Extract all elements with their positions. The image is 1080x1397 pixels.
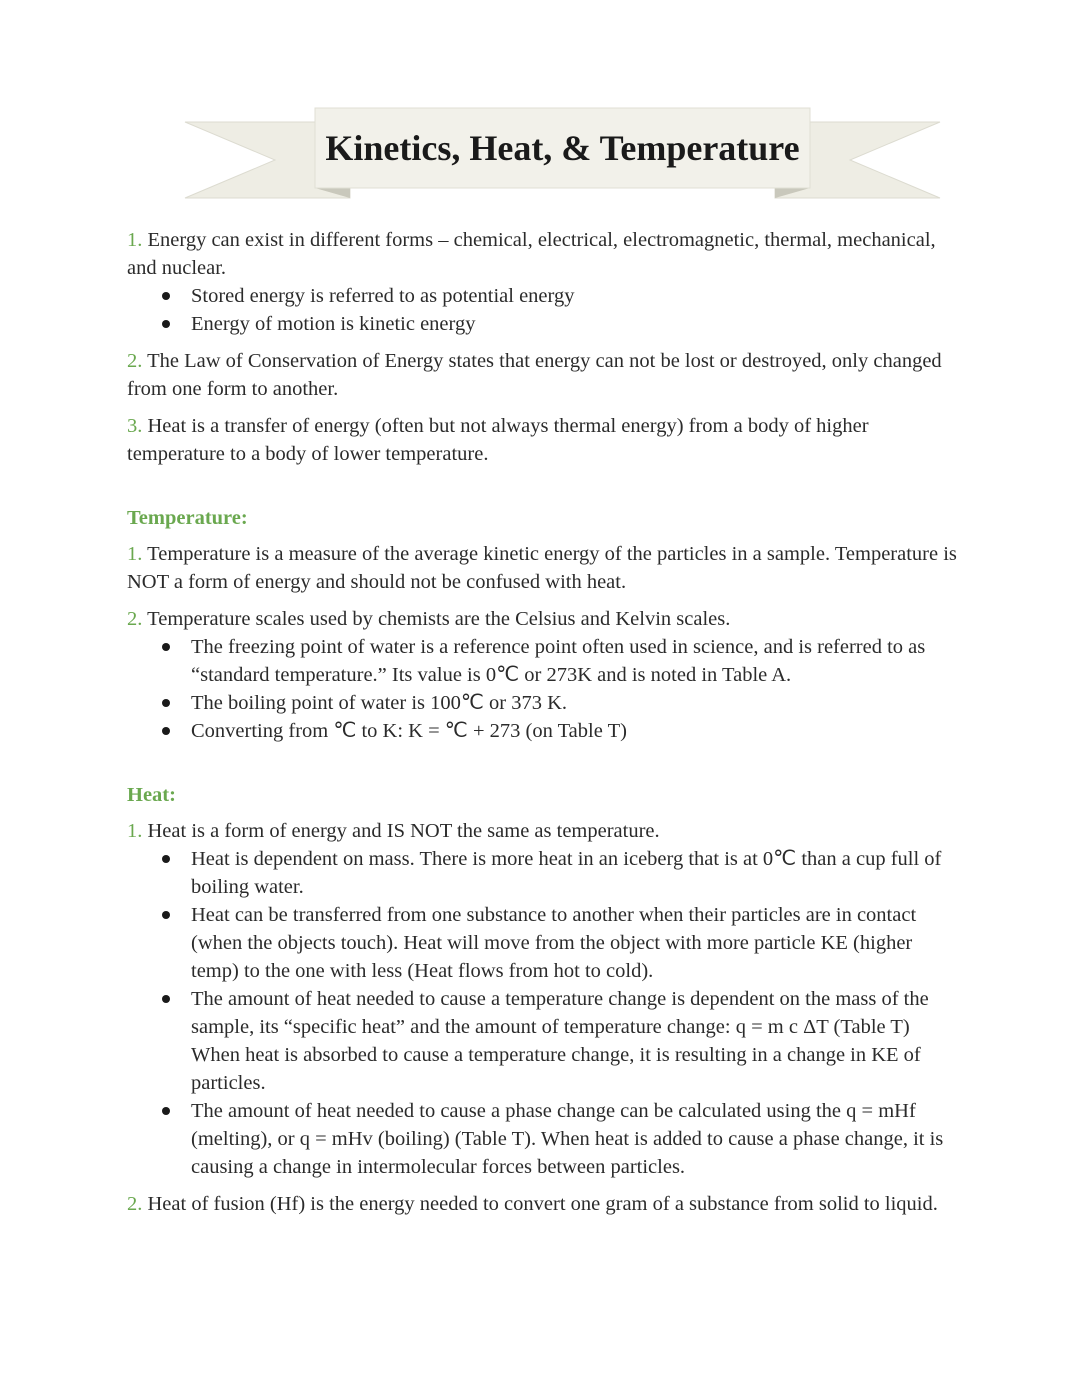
heat-heading: Heat: bbox=[127, 784, 176, 806]
page-title: Kinetics, Heat, & Temperature bbox=[325, 128, 800, 168]
bullet-list bbox=[127, 633, 957, 745]
item-text: Energy can exist in different forms – chemical, electrical, electromagnetic, thermal, mechanical, and nuclear. bbox=[127, 229, 936, 279]
temperature-item-2-text bbox=[127, 605, 957, 633]
item-number: 1. bbox=[127, 820, 143, 842]
temperature-item-2 bbox=[127, 605, 957, 745]
list-item: Heat is dependent on mass. There is more heat in an iceberg that is at 0℃ than a cup full of boiling water. bbox=[127, 845, 957, 901]
intro-item-1 bbox=[127, 226, 957, 338]
item-number: 1. bbox=[127, 543, 143, 565]
item-number: 1. bbox=[127, 229, 143, 251]
temperature-item-1 bbox=[127, 540, 957, 596]
list-item: Converting from ℃ to K: K = ℃ + 273 (on Table T) bbox=[127, 717, 957, 745]
title-banner bbox=[180, 100, 945, 210]
list-item: The freezing point of water is a reference point often used in science, and is referred to as “standard temperature.” Its value is 0℃ or 273K and is noted in Table A. bbox=[127, 633, 957, 689]
item-text: Temperature scales used by chemists are the Celsius and Kelvin scales. bbox=[147, 608, 731, 630]
temperature-heading: Temperature: bbox=[127, 507, 248, 529]
document-body bbox=[127, 226, 957, 1227]
item-number: 2. bbox=[127, 1193, 143, 1215]
item-number: 2. bbox=[127, 608, 143, 630]
item-number: 3. bbox=[127, 415, 143, 437]
list-item: The amount of heat needed to cause a phase change can be calculated using the q = mHf (melting), or q = mHv (boiling) (Table T). When heat is added to cause a phase change, it is causing a change in intermolecular forces between particles. bbox=[127, 1097, 957, 1181]
bullet-list bbox=[127, 845, 957, 1181]
item-text: Heat of fusion (Hf) is the energy needed to convert one gram of a substance from solid to liquid. bbox=[147, 1193, 938, 1215]
bullet-list bbox=[127, 282, 957, 338]
list-item: Stored energy is referred to as potential energy bbox=[127, 282, 957, 310]
list-item: Energy of motion is kinetic energy bbox=[127, 310, 957, 338]
item-text: Temperature is a measure of the average kinetic energy of the particles in a sample. Temperature is NOT a form of energy and should not be confused with heat. bbox=[127, 543, 957, 593]
heat-item-2 bbox=[127, 1190, 957, 1218]
item-text: Heat is a transfer of energy (often but not always thermal energy) from a body of higher temperature to a body of lower temperature. bbox=[127, 415, 869, 465]
intro-item-1-text bbox=[127, 226, 957, 282]
item-text: The Law of Conservation of Energy states that energy can not be lost or destroyed, only changed from one form to another. bbox=[127, 350, 942, 400]
heat-item-1-text bbox=[127, 817, 957, 845]
intro-item-3 bbox=[127, 412, 957, 468]
list-item: The boiling point of water is 100℃ or 373 K. bbox=[127, 689, 957, 717]
heat-item-1 bbox=[127, 817, 957, 1181]
list-item: Heat can be transferred from one substance to another when their particles are in contact (when the objects touch). Heat will move from the object with more particle KE (higher temp) to the one with less (Heat flows from hot to cold). bbox=[127, 901, 957, 985]
item-text: Heat is a form of energy and IS NOT the same as temperature. bbox=[147, 820, 660, 842]
intro-item-2 bbox=[127, 347, 957, 403]
item-number: 2. bbox=[127, 350, 143, 372]
list-item: The amount of heat needed to cause a temperature change is dependent on the mass of the sample, its “specific heat” and the amount of temperature change: q = m c ΔT (Table T) When heat is absorbed to cause a temperature change, it is resulting in a change in KE of particles. bbox=[127, 985, 957, 1097]
